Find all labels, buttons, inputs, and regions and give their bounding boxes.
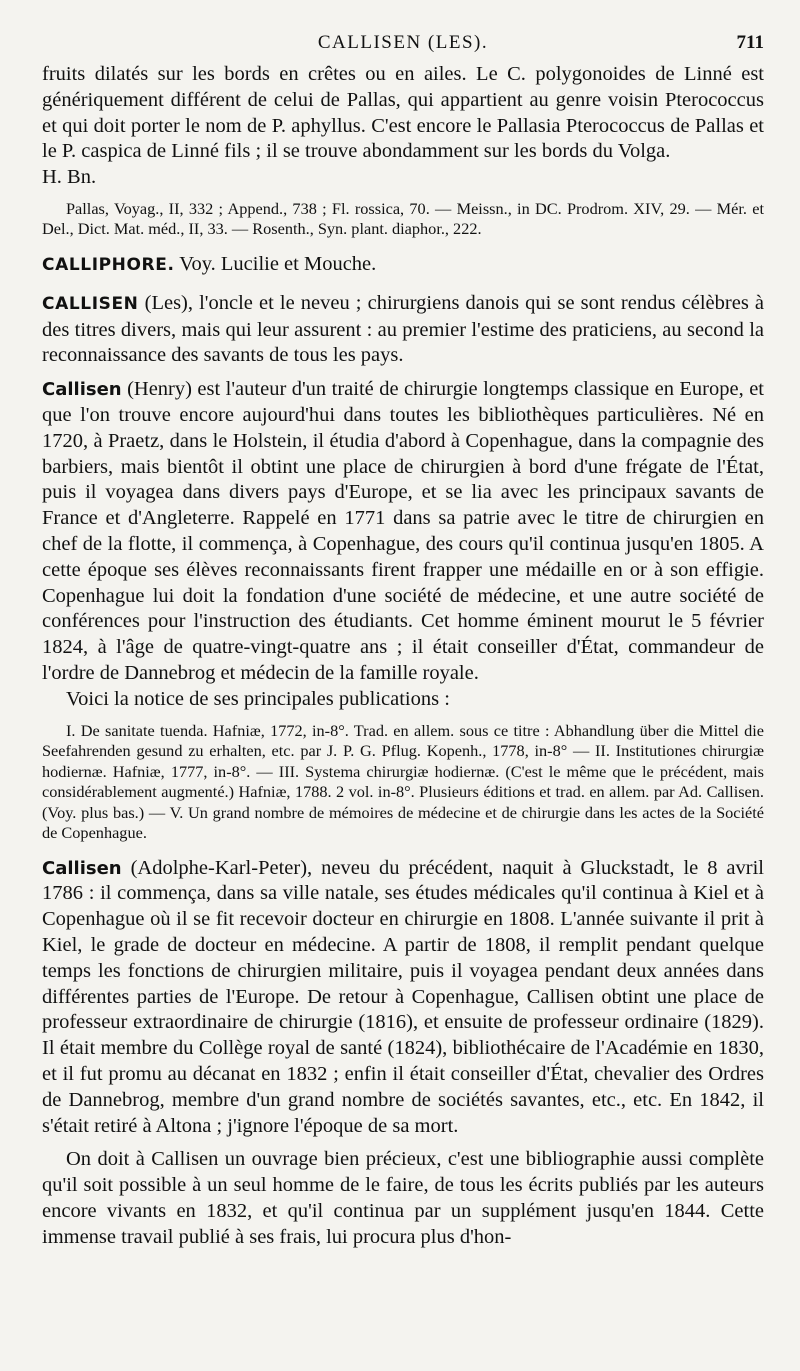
- page-number: 711: [736, 32, 764, 53]
- entry-text: (Adolphe-Karl-Peter), neveu du précédent, naquit à Gluckstadt, le 8 avril 1786 : il commença, dans sa ville natale, ses études médicales qu'il continua à Kiel et à Copenhague où il se fit recevoir docteur en chirurgie en 1808. L'année suivante il prit à Kiel, le grade de docteur en médecine. A partir de 1808, il remplit pendant quelque temps les fonctions de chirurgien militaire, puis il voyagea pendant deux années dans différentes parties de l'Europe. De retour à Copenhague, Callisen obtint une place de professeur extraordinaire de chirurgie (1816), et ensuite de professeur ordinaire (1829). Il était membre du Collège royal de santé (1824), bibliothécaire de l'Académie en 1830, et il fut promu au décanat en 1832 ; enfin il était conseiller d'État, chevalier des Ordres de Dannebrog, membre d'un grand nombre de sociétés savantes, etc., etc. En 1842, il s'était retiré à Altona ; j'ignore l'époque de sa mort.: [42, 856, 764, 1137]
- paragraph-text: fruits dilatés sur les bords en crêtes ou en ailes. Le C. polygonoides de Linné est génériquement différent de celui de Pallas, qui appartient au genre voisin Pterococcus et qui doit porter le nom de P. aphyllus. C'est encore le Pallasia Pterococcus de Pallas et le P. caspica de Linné fils ; il se trouve abondamment sur les bords du Volga.: [42, 63, 764, 163]
- entry-callisen-henry: [42, 377, 764, 687]
- entry-text: (Henry) est l'auteur d'un traité de chirurgie longtemps classique en Europe, et que l'on trouve encore aujourd'hui dans toutes les bibliothèques particulières. Né en 1720, à Praetz, dans le Holstein, il étudia d'abord à Copenhague, dans la compagnie des barbiers, mais bientôt il obtint une place de chirurgien à bord d'une frégate de l'État, puis il voyagea dans divers pays d'Europe, et se lia avec les principaux savants de France et d'Angleterre. Rappelé en 1771 dans sa patrie avec le titre de chirurgien en chef de la flotte, il commença, à Copenhague, des cours qu'il continua jusqu'en 1805. A cette époque ses élèves reconnaissants firent frapper une médaille en or à son effigie. Copenhague lui doit la fondation d'une société de médecine, et une autre société de conférences pour l'instruction des étudiants. Cet homme éminent mourut le 5 février 1824, à l'âge de quatre-vingt-quatre ans ; il était conseiller d'État, commandeur de l'ordre de Dannebrog et médecin de la famille royale.: [42, 378, 764, 684]
- entry-text: (Les), l'oncle et le neveu ; chirurgiens danois qui se sont rendus célèbres à des titres divers, mais qui leur assurent : au premier l'estime des praticiens, au second la reconnaissance des savants de tous les pays.: [42, 291, 765, 367]
- entry-heading: Callisen: [42, 857, 122, 879]
- author-signature: H. Bn.: [42, 166, 97, 189]
- running-head: [42, 30, 764, 60]
- publications-list: I. De sanitate tuenda. Hafniæ, 1772, in-8°. Trad. en allem. sous ce titre : Abhandlung über die Mittel die Seefahrenden gesund zu erhalten, etc. par J. P. G. Pflug. Kopenh., 1778, in-8° — II. Institutiones chirurgiæ hodiernæ. Hafniæ, 1777, in-8°. — III. Systema chirurgiæ hodiernæ. (C'est le même que le précédent, mais considérablement augmenté.) Hafniæ, 1788. 2 vol. in-8°. Plusieurs éditions et trad. en allem. par Ad. Callisen. (Voy. plus bas.) — V. Un grand nombre de mémoires de médecine et de chirurgie dans les actes de la Société de Copenhague.: [42, 720, 764, 843]
- entry-heading: CALLISEN: [42, 293, 139, 314]
- entry-heading: Callisen: [42, 379, 122, 401]
- entry-callisen-adolphe: [42, 856, 764, 1140]
- paragraph-polygonoides: [42, 62, 764, 191]
- paragraph-bibliography-work: On doit à Callisen un ouvrage bien précieux, c'est une bibliographie aussi complète qu'il soit possible à un seul homme de le faire, de tous les écrits publiés par les auteurs encore vivants en 1832, et qu'il continua par un supplément jusqu'en 1844. Cette immense travail publié à ses frais, lui procura plus d'hon-: [42, 1148, 764, 1248]
- page-body: [42, 62, 764, 1250]
- entry-calliphore: [42, 252, 764, 279]
- publications-intro: Voici la notice de ses principales publications :: [66, 687, 450, 710]
- bibliography-references: Pallas, Voyag., II, 332 ; Append., 738 ; Fl. rossica, 70. — Meissn., in DC. Prodrom. XIV, 29. — Mér. et Del., Dict. Mat. méd., II, 33. — Rosenth., Syn. plant. diaphor., 222.: [42, 198, 764, 239]
- entry-text: Voy. Lucilie et Mouche.: [179, 252, 377, 275]
- running-title: CALLISEN (LES).: [317, 32, 489, 53]
- entry-heading: CALLIPHORE.: [42, 254, 175, 275]
- entry-callisen: [42, 291, 764, 369]
